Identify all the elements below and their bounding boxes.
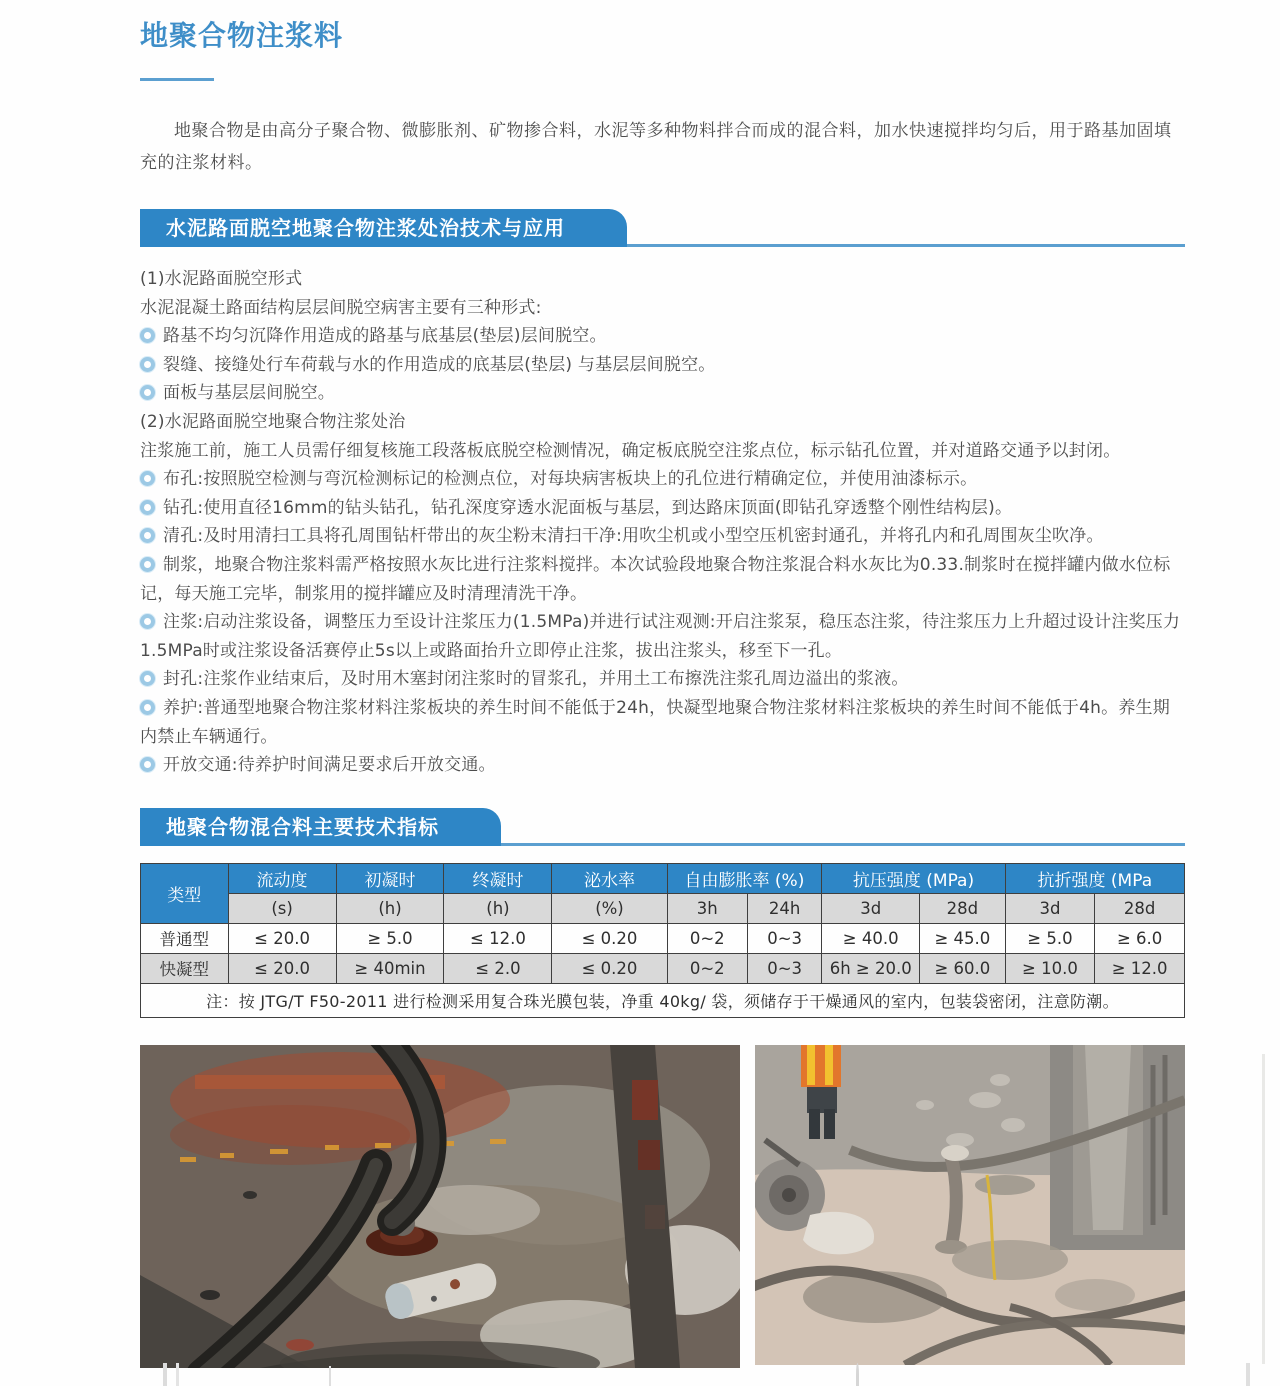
bottom-crop-mark (856, 1363, 859, 1386)
body-paragraph-text: 水泥混凝土路面结构层层间脱空病害主要有三种形式: (140, 297, 542, 318)
body-paragraph (140, 437, 1185, 466)
ring-bullet-icon (140, 471, 155, 486)
body-paragraph (140, 408, 1185, 437)
ring-bullet-icon (140, 357, 155, 372)
body-paragraph (140, 522, 1185, 551)
body-paragraph-text: 开放交通:待养护时间满足要求后开放交通。 (163, 755, 496, 776)
body-paragraph-text: 封孔:注浆作业结束后，及时用木塞封闭注浆时的冒浆孔，并用土工布擦洗注浆孔周边溢出的浆液。 (163, 669, 909, 690)
body-paragraph-text: 面板与基层层间脱空。 (163, 383, 335, 404)
body-paragraph-text: 注浆:启动注浆设备，调整压力至设计注浆压力(1.5MPa)并进行试注观测:开启注浆泵，稳压态注浆，待注浆压力上升超过设计注奖压力1.5MPa时或注浆设备活赛停止5s以上或路面抬升立即停止注浆，拔出注浆头，移至下一孔。 (140, 612, 1181, 661)
col-header-flow: 流动度 (228, 863, 336, 893)
col-header-initial-set: 初凝时 (336, 863, 444, 893)
photo-right-edge-shadow (1262, 1054, 1265, 1364)
body-paragraph-text: 清孔:及时用清扫工具将孔周围钻杆带出的灰尘粉末清扫干净:用吹尘机或小型空压机密封通孔，并将孔内和孔周围灰尘吹净。 (163, 526, 1104, 547)
bottom-crop-mark (176, 1363, 179, 1386)
table-cell: (s) (228, 893, 336, 923)
table-cell: ≥ 60.0 (920, 953, 1006, 983)
table-cell: ≤ 20.0 (228, 953, 336, 983)
bottom-crop-mark (163, 1363, 167, 1386)
table-cell: ≤ 0.20 (552, 953, 667, 983)
table-cell: (h) (444, 893, 552, 923)
table-cell: ≥ 6.0 (1095, 923, 1185, 953)
table-cell: 28d (920, 893, 1006, 923)
col-header-compressive: 抗压强度 (MPa) (822, 863, 1005, 893)
table-row-fast-set (141, 953, 1185, 983)
section1-banner (140, 209, 1185, 247)
table-cell: (h) (336, 893, 444, 923)
table-cell: ≥ 5.0 (1005, 923, 1095, 953)
intro-paragraph: 地聚合物是由高分子聚合物、微膨胀剂、矿物掺合料，水泥等多种物料拌合而成的混合料，加水快速搅拌均匀后，用于路基加固填充的注浆材料。 (140, 121, 1172, 173)
table-cell: ≥ 40.0 (822, 923, 920, 953)
body-paragraph (140, 379, 1185, 408)
table-cell: ≥ 10.0 (1005, 953, 1095, 983)
ring-bullet-icon (140, 385, 155, 400)
table-cell: ≤ 20.0 (228, 923, 336, 953)
body-paragraph (140, 294, 1185, 323)
ring-bullet-icon (140, 614, 155, 629)
body-paragraph (140, 494, 1185, 523)
bottom-crop-mark (1246, 1363, 1250, 1386)
table-note: 注：按 JTG/T F50-2011 进行检测采用复合珠光膜包装，净重 40kg/ 袋，须储存于干燥通风的室内，包装袋密闭，注意防潮。 (141, 983, 1185, 1017)
body-paragraph-text: 布孔:按照脱空检测与弯沉检测标记的检测点位，对每块病害板块上的孔位进行精确定位，并使用油漆标示。 (163, 469, 978, 490)
body-paragraph (140, 665, 1185, 694)
body-paragraph-text: 养护:普通型地聚合物注浆材料注浆板块的养生时间不能低于24h，快凝型地聚合物注浆材料注浆板块的养生时间不能低于4h。养生期内禁止车辆通行。 (140, 697, 1170, 747)
section2-heading: 地聚合物混合料主要技术指标 (140, 808, 501, 846)
table-cell: ≥ 12.0 (1095, 953, 1185, 983)
table-cell: ≤ 2.0 (444, 953, 552, 983)
section2-banner (140, 808, 1185, 846)
body-paragraph-text: (1)水泥路面脱空形式 (140, 269, 303, 289)
page-title: 地聚合物注浆料 (140, 19, 344, 52)
table-cell: 6h ≥ 20.0 (822, 953, 920, 983)
title-underline-dash (140, 78, 214, 81)
body-paragraph (140, 265, 1185, 294)
table-cell: 3d (1005, 893, 1095, 923)
body-paragraph-text: 制浆，地聚合物注浆料需严格按照水灰比进行注浆料搅拌。本次试验段地聚合物注浆混合料水灰比为0.33.制浆时在搅拌罐内做水位标记，每天施工完毕，制浆用的搅拌罐应及时清理清洗干净。 (140, 554, 1171, 604)
table-cell: 0~2 (667, 953, 747, 983)
photo-construction-site-grouting (755, 1045, 1185, 1365)
table-header-row-1 (141, 863, 1185, 893)
table-cell: 0~3 (747, 923, 821, 953)
table-cell: ≥ 5.0 (336, 923, 444, 953)
bottom-crop-mark (329, 1366, 331, 1386)
col-header-flexural: 抗折强度 (MPa (1005, 863, 1184, 893)
body-paragraph (140, 608, 1185, 665)
section1-banner-line (627, 244, 1185, 247)
table-cell: ≥ 40min (336, 953, 444, 983)
table-cell: (%) (552, 893, 667, 923)
table-cell: 0~2 (667, 923, 747, 953)
ring-bullet-icon (140, 700, 155, 715)
table-cell: ≥ 45.0 (920, 923, 1006, 953)
table-cell: 普通型 (141, 923, 229, 953)
photo-grouting-hose-injection-port (140, 1045, 740, 1368)
body-paragraph-text: 裂缝、接缝处行车荷载与水的作用造成的底基层(垫层) 与基层层间脱空。 (163, 354, 716, 375)
col-header-bleeding: 泌水率 (552, 863, 667, 893)
section2-banner-line (501, 843, 1185, 846)
spec-table (140, 863, 1185, 1018)
body-paragraph (140, 465, 1185, 494)
table-cell: 24h (747, 893, 821, 923)
body-paragraph (140, 751, 1185, 780)
ring-bullet-icon (140, 671, 155, 686)
table-cell: 0~3 (747, 953, 821, 983)
table-cell: 快凝型 (141, 953, 229, 983)
ring-bullet-icon (140, 528, 155, 543)
section1-heading: 水泥路面脱空地聚合物注浆处治技术与应用 (140, 209, 627, 247)
table-header-row-2 (141, 893, 1185, 923)
body-paragraph-text: 注浆施工前，施工人员需仔细复核施工段落板底脱空检测情况，确定板底脱空注浆点位，标示钻孔位置，并对道路交通予以封闭。 (140, 440, 1121, 461)
table-row-normal (141, 923, 1185, 953)
section1-body (140, 265, 1185, 780)
body-paragraph (140, 551, 1185, 608)
body-paragraph (140, 322, 1185, 351)
body-paragraph-text: 钻孔:使用直径16mm的钻头钻孔，钻孔深度穿透水泥面板与基层，到达路床顶面(即钻孔穿透整个刚性结构层)。 (163, 497, 1013, 518)
ring-bullet-icon (140, 557, 155, 572)
table-cell: ≤ 12.0 (444, 923, 552, 953)
table-cell: 3h (667, 893, 747, 923)
col-header-free-expansion: 自由膨胀率 (%) (667, 863, 822, 893)
table-cell: 28d (1095, 893, 1185, 923)
ring-bullet-icon (140, 500, 155, 515)
col-header-final-set: 终凝时 (444, 863, 552, 893)
page-content (140, 14, 1185, 1368)
table-note-row (141, 983, 1185, 1017)
body-paragraph-text: 路基不均匀沉降作用造成的路基与底基层(垫层)层间脱空。 (163, 326, 607, 347)
table-cell: ≤ 0.20 (552, 923, 667, 953)
table-cell: 3d (822, 893, 920, 923)
ring-bullet-icon (140, 328, 155, 343)
col-header-type: 类型 (141, 863, 229, 923)
photo-row (140, 1045, 1185, 1368)
body-paragraph (140, 351, 1185, 380)
body-paragraph-text: (2)水泥路面脱空地聚合物注浆处治 (140, 411, 406, 432)
body-paragraph (140, 694, 1185, 751)
ring-bullet-icon (140, 757, 155, 772)
